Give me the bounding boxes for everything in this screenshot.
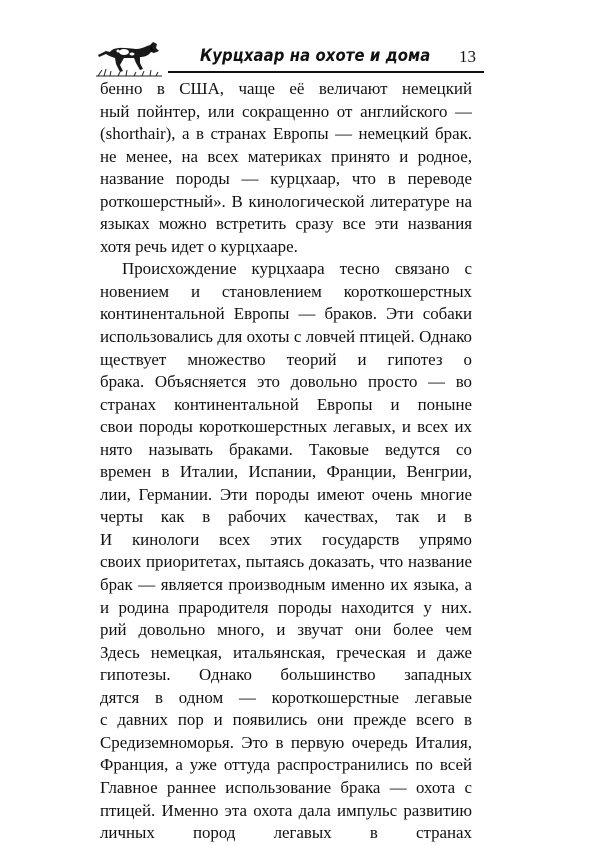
text-line: брака. Объясняется это довольно просто — во (100, 372, 472, 392)
text-line: И кинологи всех этих государств упрямо (100, 529, 472, 549)
text-line: Главное раннее использование брака — охота с (100, 777, 472, 797)
text-line: гипотезы. Однако большинство западных (100, 665, 472, 685)
text-line: личных пород легавых в странах (100, 823, 472, 843)
text-line: птицей. Именно эта охота дала импульс развитию (100, 800, 472, 820)
running-title: Курцхаар на охоте и дома (200, 46, 431, 65)
text-line: Средиземноморья. Это в первую очередь Италия, (100, 732, 472, 752)
pointer-dog-icon (96, 36, 162, 78)
text-line: бенно в США, чаще её величают немецкий (100, 79, 472, 98)
text-line: языках можно встретить сразу все эти названия (100, 214, 472, 234)
text-line: ществует множество теорий и гипотез о (100, 349, 472, 369)
page-number: 13 (459, 47, 476, 66)
text-line: новением и становлением короткошерстных (100, 281, 472, 301)
text-line: Франция, а уже оттуда распространились по всей (100, 755, 472, 775)
text-line: роткошерстный». В кинологической литературе на (100, 191, 472, 211)
text-line: лии, Германии. Эти породы имеют очень многие (100, 484, 472, 504)
text-line: черты как в рабочих качествах, так и в (100, 507, 472, 527)
text-line: рий довольно много, и звучат они более чем (100, 620, 472, 640)
body-text (100, 78, 472, 845)
text-line: название породы — курцхаар, что в переводе (100, 169, 472, 189)
text-line: Здесь немецкая, итальянская, греческая и даже (100, 642, 472, 662)
text-line: не менее, на всех материках принято и родное, (100, 146, 472, 166)
text-line: странах континентальной Европы и поныне (100, 394, 472, 414)
text-line: использовались для охоты с ловчей птицей. Однако (100, 327, 472, 347)
text-line: брак — является производным именно их языка, а (100, 575, 472, 595)
text-line: с давних пор и появились они прежде всего в (100, 710, 472, 730)
text-line: времен в Италии, Испании, Франции, Венгрии, (100, 462, 472, 482)
text-line: хотя речь идет о курцхааре. (100, 236, 298, 256)
page-header (0, 0, 600, 80)
text-line: континентальной Европы — браков. Эти собаки (100, 304, 472, 324)
text-line: (shorthair), а в странах Европы — немецкий брак. (100, 124, 472, 144)
paragraph-start-line: Происхождение курцхаара тесно связано с (122, 259, 472, 279)
text-line: своих приоритетах, пытаясь доказать, что название (100, 552, 472, 572)
text-line: нято называть браками. Таковые ведутся со (100, 439, 472, 459)
text-line: дятся в одном — короткошерстные легавые (100, 687, 472, 707)
text-line: ный пойнтер, или сокращенно от английского — (100, 101, 472, 121)
header-rule (168, 71, 484, 73)
text-line: и родина прародителя породы находится у них. (100, 597, 472, 617)
text-line: свои породы короткошерстных легавых, и всех их (100, 417, 472, 437)
